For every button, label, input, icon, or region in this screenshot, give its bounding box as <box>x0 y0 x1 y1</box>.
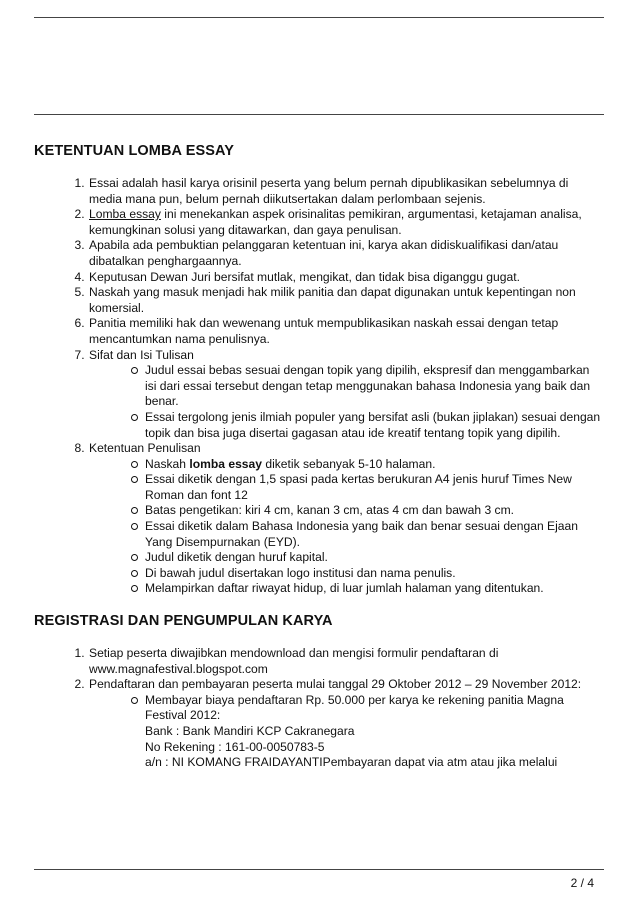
list-item-text: Pendaftaran dan pembayaran peserta mulai tanggal 29 Oktober 2012 – 29 November 2012: <box>89 677 582 692</box>
sub-list-item: Essai diketik dengan 1,5 spasi pada kertas berukuran A4 jenis huruf Times New Roman dan font 12 <box>131 472 604 503</box>
sub-list-item <box>131 457 604 473</box>
account-holder: a/n : NI KOMANG FRAIDAYANTIPembayaran dapat via atm atau jika melalui <box>145 755 558 770</box>
payment-instruction: Membayar biaya pendaftaran Rp. 50.000 per karya ke rekening panitia Magna Festival 2012: <box>145 692 564 723</box>
ketentuan-penulisan-sublist <box>89 457 604 597</box>
list-item <box>88 207 604 238</box>
list-item: 1. Setiap peserta diwajibkan mendownload dan mengisi formulir pendaftaran di www.magnafestival.blogspot.com <box>88 646 604 677</box>
top-rule <box>34 17 604 18</box>
list-item-text: Ketentuan Penulisan <box>89 441 201 456</box>
sub-list-item: Judul diketik dengan huruf kapital. <box>131 550 604 566</box>
sub-list-item: Essai diketik dalam Bahasa Indonesia yang baik dan benar sesuai dengan Ejaan Yang Disempurnakan (EYD). <box>131 519 604 550</box>
pembayaran-sublist <box>89 693 604 771</box>
list-item: 5. Naskah yang masuk menjadi hak milik panitia dan dapat digunakan untuk kepentingan non komersial. <box>88 285 604 316</box>
sub-list-item: Batas pengetikan: kiri 4 cm, kanan 3 cm, atas 4 cm dan bawah 3 cm. <box>131 503 604 519</box>
footer-rule <box>34 869 604 870</box>
lomba-essay-link[interactable]: Lomba essay <box>89 207 161 222</box>
sub-list-item: Judul essai bebas sesuai dengan topik yang dipilih, ekspresif dan menggambarkan isi dari essai tersebut dengan tetap menggunakan bahasa Indonesia yang baik dan benar. <box>131 363 604 410</box>
list-item <box>88 348 604 442</box>
sub-item-text: Naskah <box>145 456 190 471</box>
section-title-ketentuan: KETENTUAN LOMBA ESSAY <box>34 143 235 159</box>
account-number: No Rekening : 161-00-0050783-5 <box>145 739 325 754</box>
list-item-text: ini menekankan aspek orisinalitas pemikiran, argumentasi, ketajaman analisa, kemungkinan solusi yang ditawarkan, dan gaya penulisan. <box>89 207 582 237</box>
list-item: 4. Keputusan Dewan Juri bersifat mutlak, mengikat, dan tidak bisa diganggu gugat. <box>88 270 604 286</box>
page-number: 2 / 4 <box>570 876 594 890</box>
list-item <box>88 441 604 597</box>
sub-list-item: Melampirkan daftar riwayat hidup, di luar jumlah halaman yang ditentukan. <box>131 581 604 597</box>
list-item <box>88 677 604 771</box>
list-item: 3. Apabila ada pembuktian pelanggaran ketentuan ini, karya akan didiskualifikasi dan/atau dibatalkan penghargaannya. <box>88 238 604 269</box>
section-title-registrasi: REGISTRASI DAN PENGUMPULAN KARYA <box>34 613 333 630</box>
ketentuan-list <box>34 176 604 597</box>
document-body <box>34 143 604 771</box>
list-item: 6. Panitia memiliki hak dan wewenang untuk mempublikasikan naskah essai dengan tetap mencantumkan nama penulisnya. <box>88 316 604 347</box>
header-rule <box>34 114 604 115</box>
sub-item-text: diketik sebanyak 5-10 halaman. <box>261 456 436 471</box>
list-item: 1. Essai adalah hasil karya orisinil peserta yang belum pernah dipublikasikan sebelumnya di media mana pun, belum pernah diikutsertakan dalam perlombaan sejenis. <box>88 176 604 207</box>
lomba-essay-bold: lomba essay <box>189 456 262 471</box>
sub-list-item: Essai tergolong jenis ilmiah populer yang bersifat asli (bukan jiplakan) sesuai dengan topik dan bisa juga disertai gagasan atau ide kreatif tentang topik yang dipilih. <box>131 410 604 441</box>
registrasi-list <box>34 646 604 771</box>
sub-list-item: Di bawah judul disertakan logo institusi dan nama penulis. <box>131 566 604 582</box>
sifat-isi-sublist <box>89 363 604 441</box>
list-item-text: Sifat dan Isi Tulisan <box>89 347 194 362</box>
bank-name: Bank : Bank Mandiri KCP Cakranegara <box>145 724 355 738</box>
sub-list-item <box>131 693 604 771</box>
